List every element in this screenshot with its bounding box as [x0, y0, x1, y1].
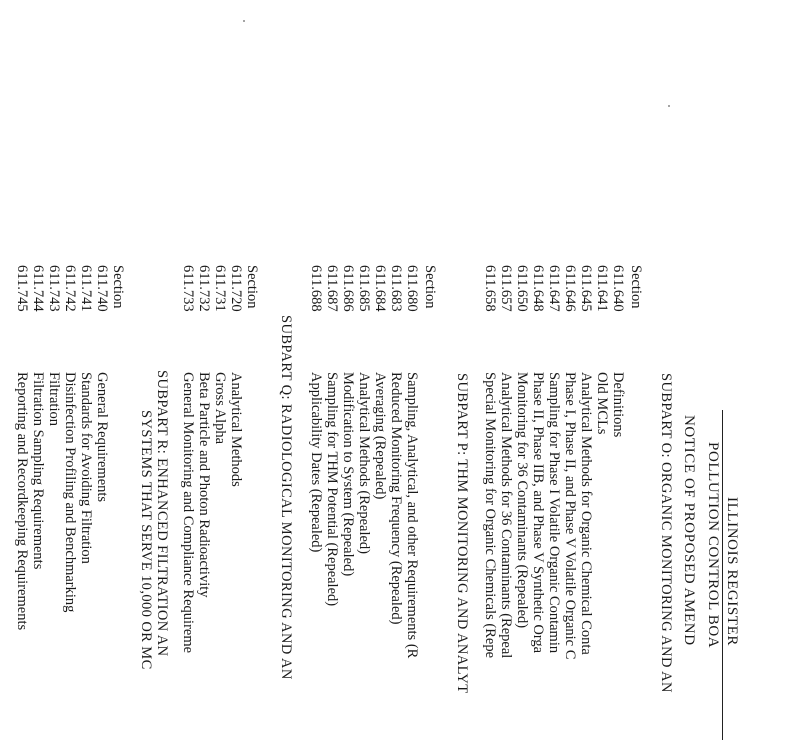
- section-title: Applicability Dates (Repealed): [308, 372, 324, 553]
- section-title: Filtration Sampling Requirements: [30, 372, 46, 570]
- section-number: 611.641: [594, 265, 610, 312]
- section-number: 611.720: [228, 265, 244, 312]
- section-label: Section: [422, 265, 438, 309]
- section-title: Special Monitoring for Organic Chemicals (Repe: [482, 372, 498, 659]
- header-rule: [722, 410, 723, 740]
- section-number: 611.732: [196, 265, 212, 312]
- section-title: Phase II, Phase IIB, and Phase V Synthetic Orga: [530, 372, 546, 654]
- subpart-p-heading: SUBPART P: THM MONITORING AND ANALYT: [454, 373, 470, 694]
- section-label: Section: [628, 265, 644, 309]
- section-title: Monitoring for 36 Contaminants (Repealed): [514, 372, 530, 629]
- section-number: 611.640: [610, 265, 626, 312]
- section-title: Beta Particle and Photon Radioactivity: [196, 372, 212, 598]
- section-title: Filtration: [46, 372, 62, 426]
- section-number: 611.684: [372, 265, 388, 312]
- subpart-r-heading-continued: SYSTEMS THAT SERVE 10,000 OR MC: [138, 410, 154, 670]
- section-number: 611.687: [324, 265, 340, 312]
- subpart-r-heading: SUBPART R: ENHANCED FILTRATION AN: [154, 370, 170, 657]
- board-title: POLLUTION CONTROL BOA: [705, 442, 721, 649]
- section-title: Disinfection Profiling and Benchmarking: [62, 372, 78, 613]
- section-title: General Requirements: [94, 372, 110, 503]
- section-number: 611.646: [562, 265, 578, 312]
- scan-speck: [243, 20, 245, 22]
- section-number: 611.648: [530, 265, 546, 312]
- section-label: Section: [244, 265, 260, 309]
- section-title: Gross Alpha: [212, 372, 228, 445]
- section-title: Phase I, Phase II, and Phase V Volatile Organic C: [562, 372, 578, 660]
- section-number: 611.741: [78, 265, 94, 312]
- section-title: Sampling, Analytical, and other Requirements (R: [404, 372, 420, 659]
- section-number: 611.686: [340, 265, 356, 312]
- section-number: 611.744: [30, 265, 46, 312]
- section-number: 611.647: [546, 265, 562, 312]
- notice-title: NOTICE OF PROPOSED AMEND: [681, 415, 697, 646]
- section-number: 611.680: [404, 265, 420, 312]
- section-number: 611.740: [94, 265, 110, 312]
- subpart-q-heading: SUBPART Q: RADIOLOGICAL MONITORING AND AN: [278, 315, 294, 680]
- section-number: 611.745: [14, 265, 30, 312]
- section-title: Averaging (Repealed): [372, 372, 388, 500]
- section-number: 611.657: [498, 265, 514, 312]
- section-number: 611.688: [308, 265, 324, 312]
- section-title: Sampling for Phase I Volatile Organic Contamin: [546, 372, 562, 654]
- section-number: 611.645: [578, 265, 594, 312]
- section-title: Old MCLs: [594, 372, 610, 435]
- scan-speck: [668, 105, 670, 107]
- section-number: 611.742: [62, 265, 78, 312]
- section-title: Reporting and Recordkeeping Requirements: [14, 372, 30, 631]
- subpart-o-heading: SUBPART O: ORGANIC MONITORING AND AN: [658, 373, 674, 693]
- section-title: Reduced Monitoring Frequency (Repealed): [388, 372, 404, 625]
- section-number: 611.685: [356, 265, 372, 312]
- register-title: ILLINOIS REGISTER: [724, 497, 740, 646]
- section-title: Analytical Methods for 36 Contaminants (Repeal: [498, 372, 514, 659]
- section-label: Section: [110, 265, 126, 309]
- section-title: Definitions: [610, 372, 626, 438]
- section-title: Analytical Methods for Organic Chemical Conta: [578, 372, 594, 655]
- section-title: Standards for Avoiding Filtration: [78, 372, 94, 564]
- section-number: 611.658: [482, 265, 498, 312]
- section-number: 611.743: [46, 265, 62, 312]
- section-number: 611.650: [514, 265, 530, 312]
- section-number: 611.733: [180, 265, 196, 312]
- section-title: Analytical Methods: [228, 372, 244, 487]
- section-number: 611.731: [212, 265, 228, 312]
- section-title: Sampling for THM Potential (Repealed): [324, 372, 340, 607]
- section-title: General Monitoring and Compliance Requireme: [180, 372, 196, 654]
- section-title: Modification to System (Repealed): [340, 372, 356, 577]
- section-title: Analytical Methods (Repealed): [356, 372, 372, 554]
- section-number: 611.683: [388, 265, 404, 312]
